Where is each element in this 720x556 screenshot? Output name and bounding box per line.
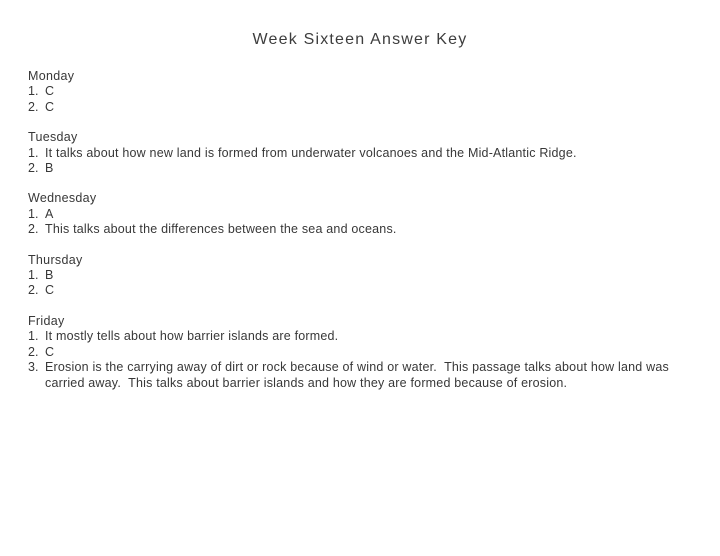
day-heading: Friday	[28, 313, 65, 328]
answer-text: C	[45, 283, 55, 298]
answer-number: 2.	[28, 99, 39, 114]
answer-row	[28, 360, 674, 391]
answer-row	[28, 207, 674, 222]
answer-number: 2.	[28, 222, 39, 237]
day-heading: Tuesday	[28, 130, 78, 145]
answer-number: 1.	[28, 145, 39, 160]
answer-number: 2.	[28, 283, 39, 298]
answer-text: C	[45, 99, 55, 114]
page-title: Week Sixteen Answer Key	[252, 31, 468, 48]
day-section-friday	[28, 314, 674, 391]
day-heading: Monday	[28, 69, 75, 83]
answer-number: 2.	[28, 161, 39, 176]
answer-row	[28, 161, 674, 176]
answer-text: C	[45, 344, 55, 359]
answer-row	[28, 268, 674, 283]
answer-number: 1.	[28, 84, 39, 99]
answer-number: 1.	[28, 268, 39, 283]
answer-text: Erosion is the carrying away of dirt or rock because of wind or water. This passage talks about how land was carried away. This talks about barrier islands and how they are formed because of erosion.	[45, 360, 673, 390]
document-body	[28, 69, 674, 391]
answer-text: C	[45, 84, 55, 99]
answer-number: 2.	[28, 344, 39, 359]
day-heading: Wednesday	[28, 191, 97, 206]
day-section-tuesday	[28, 130, 674, 176]
answer-row	[28, 84, 674, 99]
answer-number: 1.	[28, 329, 39, 344]
answer-text: B	[45, 161, 54, 176]
answer-text: This talks about the differences between the sea and oceans.	[45, 222, 397, 237]
answer-text: A	[45, 206, 54, 221]
answer-row	[28, 146, 674, 161]
answer-row	[28, 222, 674, 237]
day-heading: Thursday	[28, 252, 83, 267]
answer-row	[28, 100, 674, 115]
answer-row	[28, 329, 674, 344]
answer-row	[28, 283, 674, 298]
answer-number: 1.	[28, 206, 39, 221]
day-section-wednesday	[28, 191, 674, 237]
answer-text: It mostly tells about how barrier islands are formed.	[45, 329, 339, 344]
day-section-thursday	[28, 253, 674, 299]
answer-number: 3.	[28, 360, 39, 375]
answer-text: It talks about how new land is formed from underwater volcanoes and the Mid-Atlantic Ridge.	[45, 145, 577, 160]
answer-text: B	[45, 268, 54, 283]
answer-row	[28, 345, 674, 360]
day-section-monday	[28, 69, 674, 115]
